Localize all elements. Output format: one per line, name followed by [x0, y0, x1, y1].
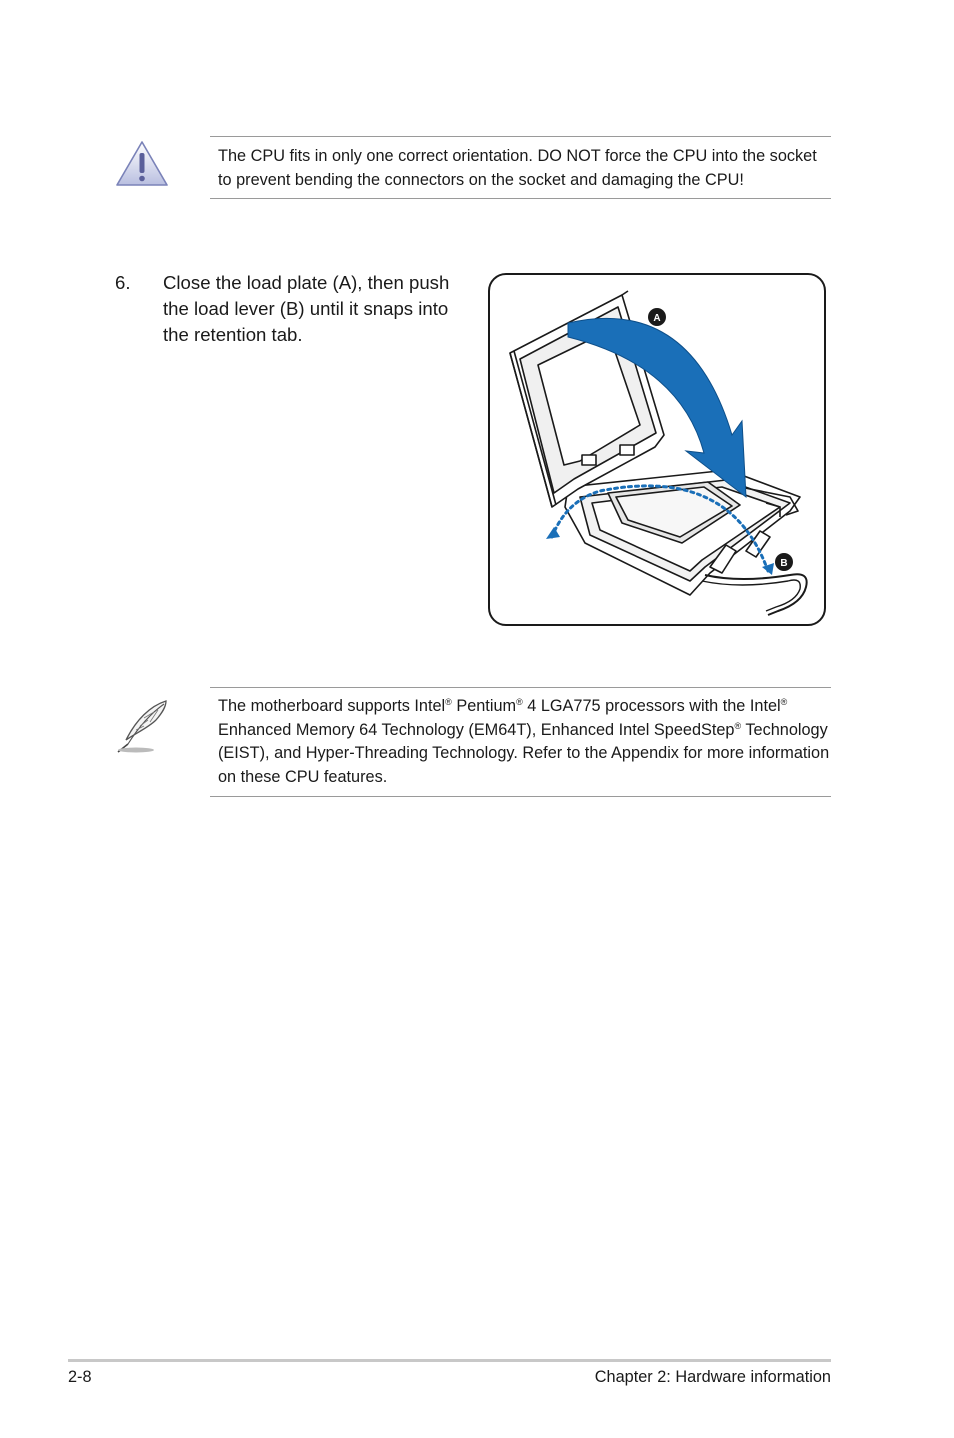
- note-text: [218, 695, 832, 789]
- registered-mark: ®: [445, 697, 452, 707]
- caution-text: The CPU fits in only one correct orientation. DO NOT force the CPU into the socket to prevent bending the connectors on the socket and damaging the CPU!: [218, 147, 817, 189]
- note-top-rule: [210, 687, 831, 688]
- step-number: 6.: [115, 272, 131, 293]
- registered-mark: ®: [780, 697, 788, 707]
- chapter-title: Chapter 2: Hardware information: [594, 1368, 831, 1386]
- caution-bottom-rule: [210, 198, 831, 199]
- note-text-part-3: 4 LGA775 processors with the Intel: [522, 697, 781, 715]
- note-bottom-rule: [210, 796, 831, 797]
- callout-b-label: B: [780, 558, 788, 569]
- note-text-part-2: Pentium: [451, 697, 517, 715]
- note-text-part-5: Technology (EIST), and Hyper-Threading Technology. Refer to the Appendix for more information on these CPU features.: [218, 720, 830, 786]
- callout-a-label: A: [653, 313, 661, 324]
- caution-triangle-icon: [114, 139, 170, 189]
- footer-rule: [68, 1359, 831, 1362]
- caution-top-rule: [210, 136, 831, 137]
- registered-mark: ®: [734, 720, 742, 731]
- cpu-socket-figure: [488, 273, 826, 626]
- page-number: 2-8: [68, 1368, 92, 1386]
- note-text-part-1: The motherboard supports Intel: [218, 697, 446, 715]
- step-text: Close the load plate (A), then push the load lever (B) until it snaps into the retention tab.: [163, 272, 450, 345]
- quill-pen-icon: [114, 698, 172, 754]
- socket-illustration: [490, 275, 826, 626]
- registered-mark: ®: [516, 697, 523, 707]
- note-text-part-4: Enhanced Memory 64 Technology (EM64T), Enhanced Intel SpeedStep: [218, 720, 735, 739]
